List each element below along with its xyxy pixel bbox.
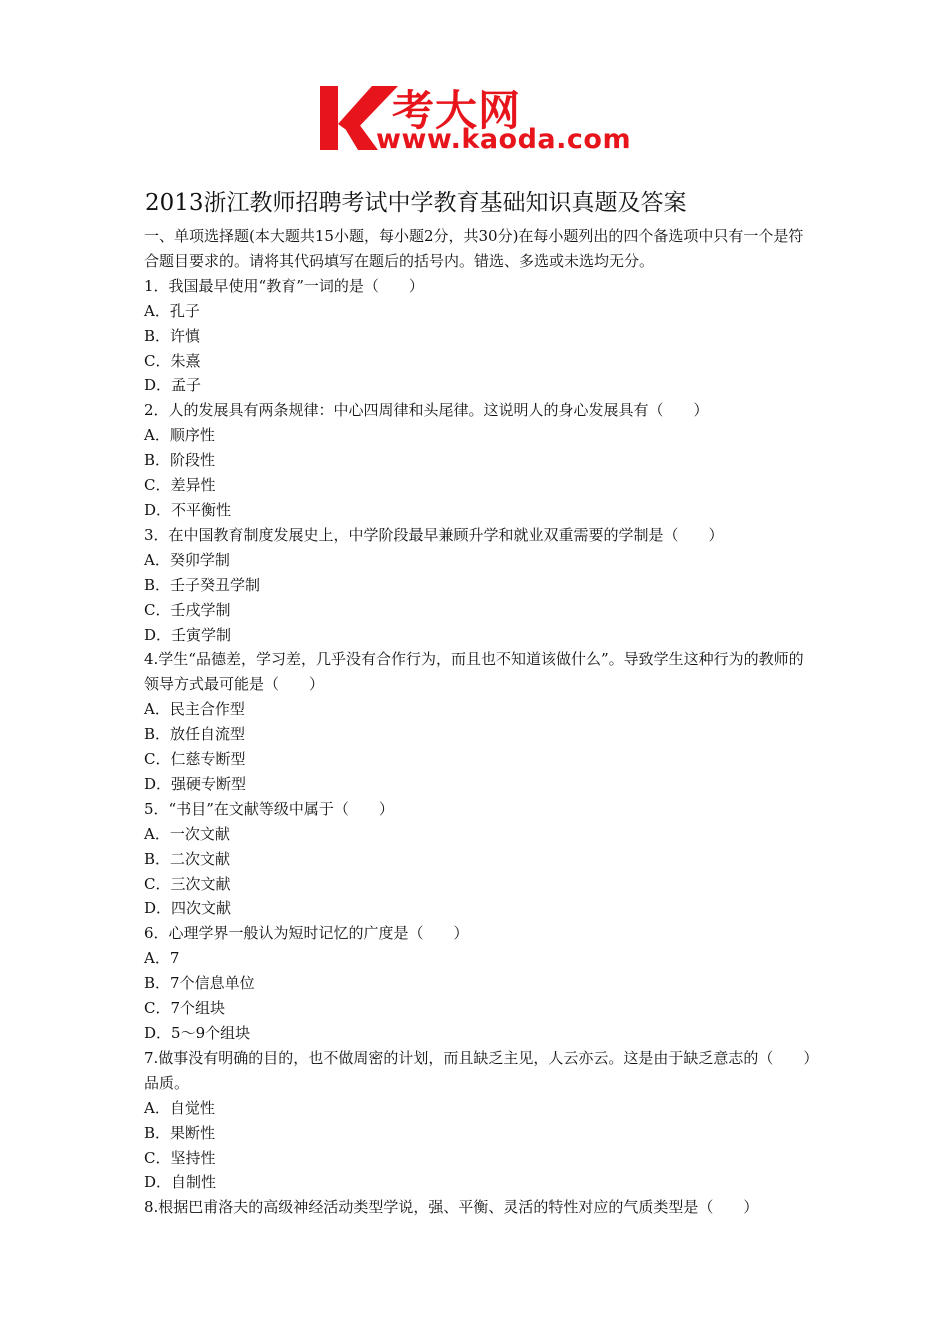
option: A．自觉性	[144, 1098, 215, 1117]
option: A．孔子	[144, 301, 200, 320]
question-stem: 2．人的发展具有两条规律：中心四周律和头尾律。这说明人的身心发展具有（ ）	[144, 401, 709, 420]
exam-content	[144, 224, 814, 1220]
option: C．仁慈专断型	[144, 750, 246, 769]
logo-url-text: www.kaoda.com	[376, 124, 632, 155]
option: C．坚持性	[144, 1148, 216, 1167]
question-stem: 6．心理学界一般认为短时记忆的广度是（ ）	[144, 924, 469, 943]
question-stem: 3．在中国教育制度发展史上，中学阶段最早兼顾升学和就业双重需要的学制是（ ）	[144, 525, 724, 544]
section-instructions: 一、单项选择题(本大题共15小题，每小题2分，共30分)在每小题列出的四个备选项中只有一个是符合题目要求的。请将其代码填写在题后的括号内。错选、多选或未选均无分。	[144, 227, 804, 270]
option: D．不平衡性	[144, 500, 232, 519]
question-stem: 8.根据巴甫洛夫的高级神经活动类型学说，强、平衡、灵活的特性对应的气质类型是（ ）	[144, 1198, 759, 1217]
option: D．5～9个组块	[144, 1024, 251, 1042]
option: A．癸卯学制	[144, 550, 230, 569]
option: B．壬子癸丑学制	[144, 575, 261, 594]
option: B．放任自流型	[144, 725, 246, 744]
question-stem: 4.学生“品德差，学习差，几乎没有合作行为，而且也不知道该做什么”。导致学生这种行为的教师的领导方式最可能是（ ）	[144, 650, 804, 694]
option: A．7	[144, 949, 180, 968]
kaoda-logo	[320, 84, 640, 158]
option: D．壬寅学制	[144, 625, 232, 644]
option: D．孟子	[144, 376, 202, 395]
option: B．果断性	[144, 1123, 216, 1142]
question-stem: 7.做事没有明确的目的，也不做周密的计划，而且缺乏主见，人云亦云。这是由于缺乏意志的（ ）品质。	[144, 1048, 811, 1092]
logo-chinese-text: 考大网	[392, 86, 522, 135]
question-stem: 1．我国最早使用“教育”一词的是（ ）	[144, 276, 424, 295]
option: D．四次文献	[144, 899, 232, 918]
option: A．顺序性	[144, 426, 215, 445]
option: C．7个组块	[144, 999, 226, 1018]
option: C．朱熹	[144, 351, 201, 370]
option: C．壬戌学制	[144, 600, 231, 619]
option: D．自制性	[144, 1173, 217, 1192]
option: A．一次文献	[144, 824, 230, 843]
option: C．差异性	[144, 476, 216, 495]
option: C．三次文献	[144, 874, 231, 893]
option: A．民主合作型	[144, 700, 245, 719]
question-stem: 5．“书目”在文献等级中属于（ ）	[144, 799, 394, 818]
document-title: 2013浙江教师招聘考试中学教育基础知识真题及答案	[145, 190, 687, 216]
option: B．二次文献	[144, 849, 231, 868]
option: B．阶段性	[144, 451, 216, 470]
option: B．7个信息单位	[144, 974, 255, 993]
option: B．许慎	[144, 326, 201, 345]
option: D．强硬专断型	[144, 774, 247, 793]
